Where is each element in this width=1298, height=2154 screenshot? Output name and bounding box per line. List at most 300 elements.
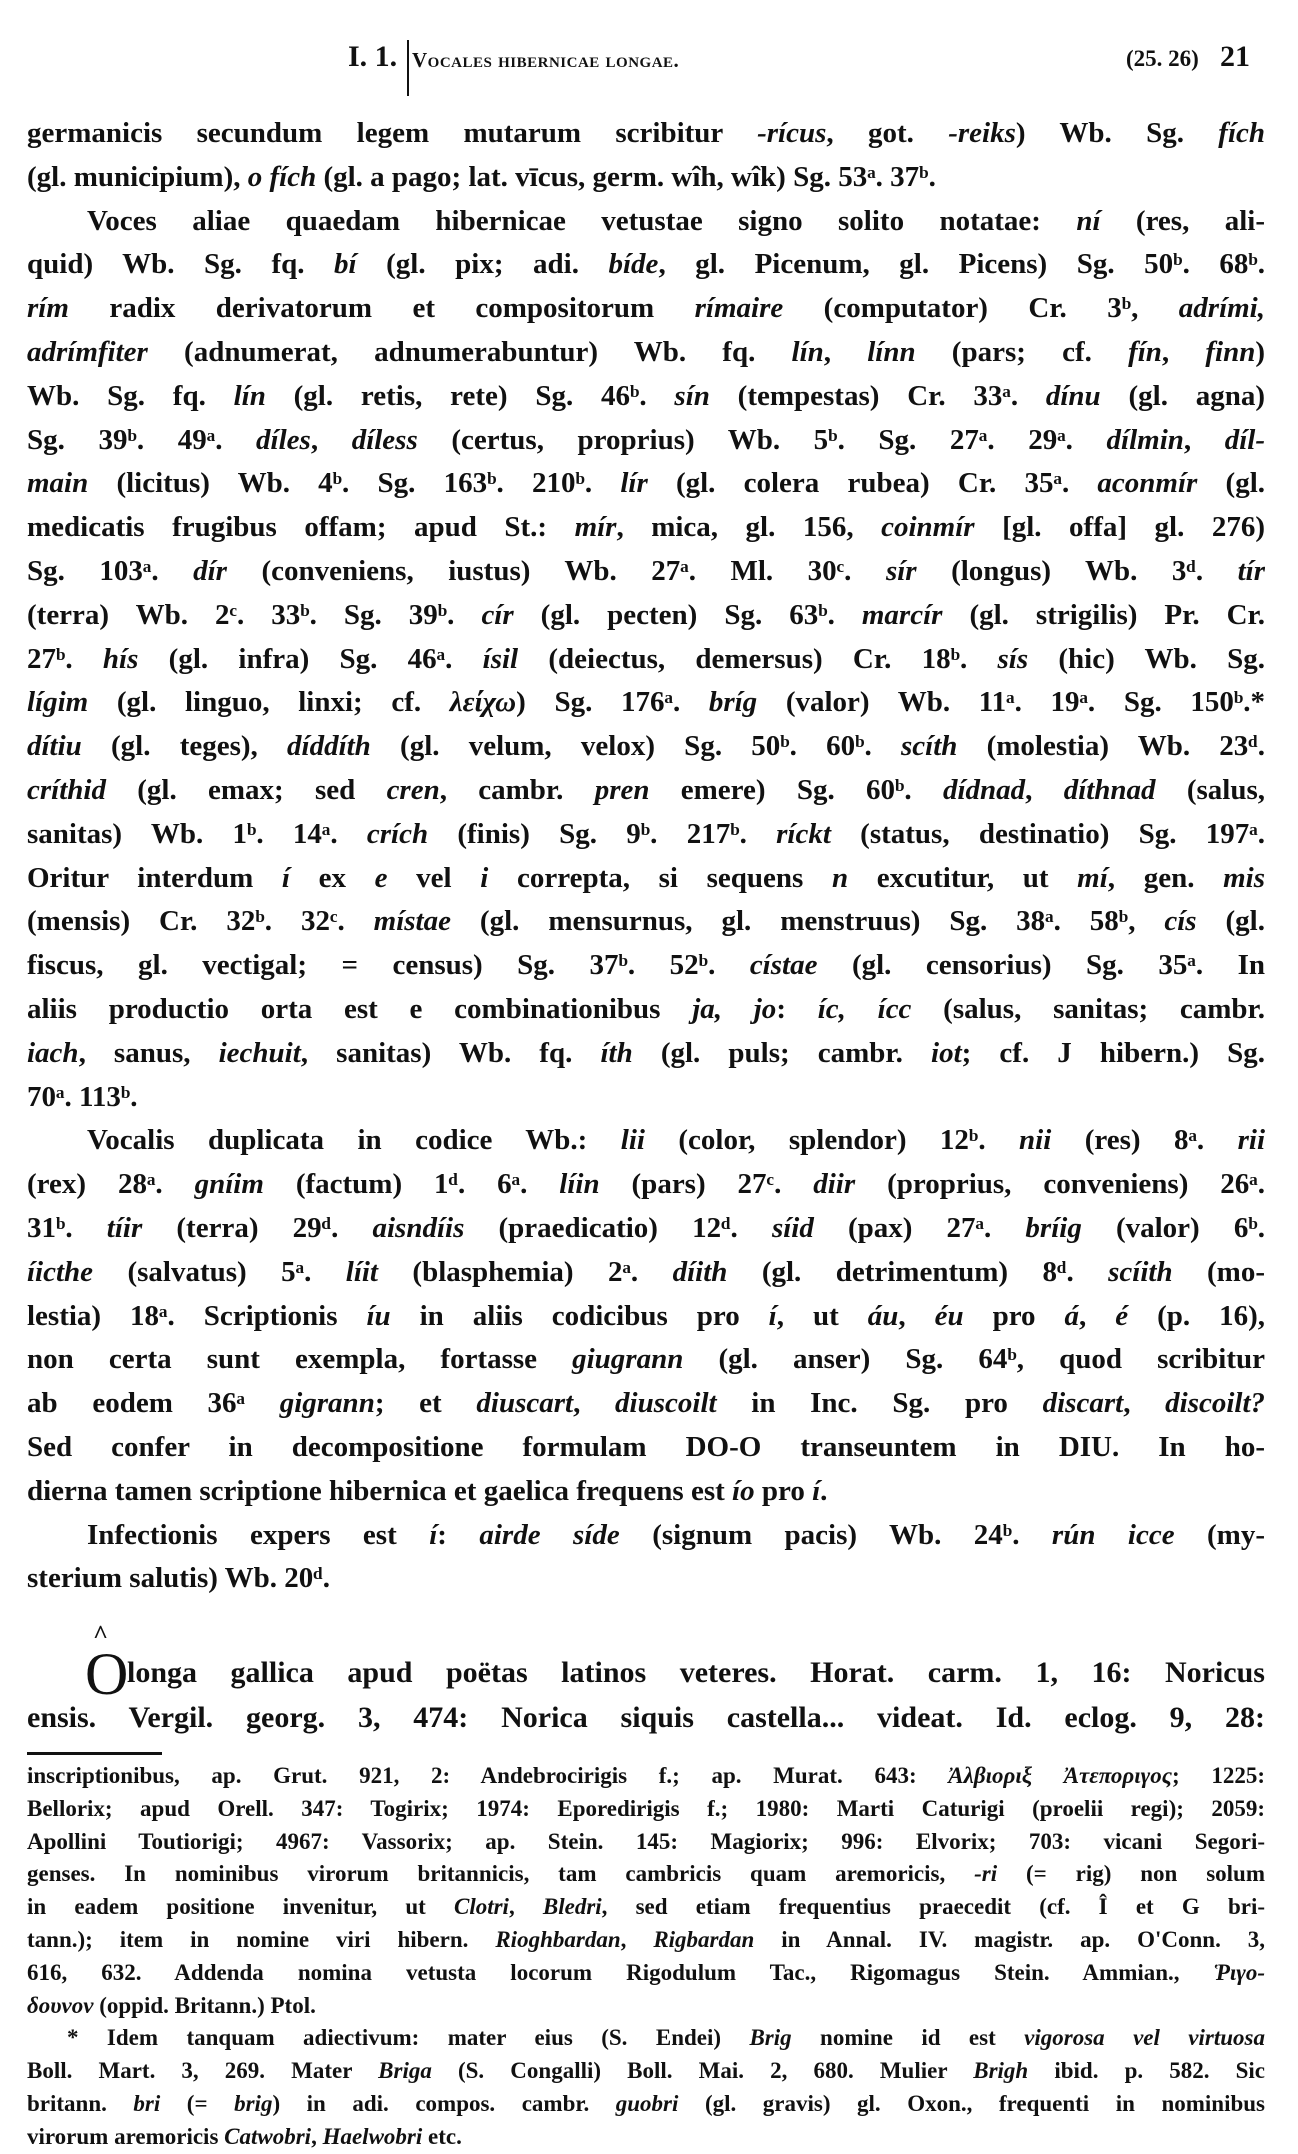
text-run: in aliis codicibus pro <box>390 1299 769 1332</box>
text-run: Voces aliae quaedam hibernicae vetustae signo solito notatae: <box>87 204 1077 237</box>
footnotes <box>27 1760 1265 2154</box>
text-line <box>27 1557 1265 1601</box>
italic-term: fích <box>1218 117 1265 149</box>
italic-term: adrímfiter <box>27 335 148 368</box>
scan-mark <box>407 40 409 96</box>
text-run: ) Wb. Sg. <box>1015 117 1219 149</box>
text-run: (signum pacis) Wb. 24ᵇ. <box>619 1518 1052 1551</box>
text-run: (deiectus, demersus) Cr. 18ᵇ. <box>518 642 998 675</box>
italic-term: -ri <box>974 1861 998 1887</box>
italic-term: í <box>429 1518 438 1551</box>
text-line <box>27 1990 1265 2023</box>
text-run: medicatis frugibus offam; apud St.: <box>27 511 575 544</box>
text-run: radix derivatorum et compositorum <box>68 292 695 325</box>
text-run: (gl. pecten) Sg. 63ᵇ. <box>513 598 862 631</box>
text-run: , <box>508 1894 543 1920</box>
text-run: ; et <box>374 1387 477 1420</box>
text-run: Vocalis duplicata in codice Wb.: <box>87 1124 621 1157</box>
italic-term: scíth <box>901 730 958 763</box>
italic-term: bríg <box>708 686 758 719</box>
text-line <box>27 944 1265 988</box>
text-run: , <box>310 423 352 456</box>
italic-term: lii <box>620 1124 645 1157</box>
text-run: (status, destinatio) Sg. 197ᵃ. <box>830 817 1265 850</box>
text-run: (gl. municipium), <box>27 160 248 193</box>
text-run: ; 1225: <box>1172 1763 1265 1788</box>
italic-term: áu <box>867 1299 899 1332</box>
text-run: [gl. offa] gl. 276) <box>974 511 1265 544</box>
italic-term: ío <box>732 1474 755 1507</box>
italic-term: iach <box>27 1036 79 1069</box>
italic-term: dínu <box>1045 379 1101 412</box>
text-run: , <box>573 1387 616 1420</box>
text-run: Infectionis expers est <box>87 1518 430 1551</box>
text-run: (my- <box>1174 1518 1265 1551</box>
o-section <box>27 1620 1265 1740</box>
text-line <box>27 331 1265 375</box>
text-line <box>27 1858 1265 1891</box>
text-line <box>27 419 1265 463</box>
text-run: , ut <box>776 1299 868 1332</box>
italic-term: gníim <box>194 1168 264 1201</box>
text-run: (tempestas) Cr. 33ᵃ. <box>709 379 1046 412</box>
text-run: , mica, gl. 156, <box>616 511 882 544</box>
text-run: (S. Congalli) Boll. Mai. 2, 680. Mulier <box>431 2058 974 2084</box>
text-run: ) <box>1255 335 1265 368</box>
text-line <box>27 243 1265 287</box>
italic-term: aconmír <box>1097 467 1198 500</box>
italic-term: λείχω <box>449 686 517 719</box>
text-run: (gl. retis, rete) Sg. 46ᵇ. <box>265 379 675 412</box>
text-run: (longus) Wb. 3ᵈ. <box>916 554 1238 587</box>
italic-term: místae <box>373 905 451 938</box>
italic-term: giugrann <box>572 1343 684 1376</box>
italic-term: aisndíis <box>372 1211 465 1244</box>
text-run: (res) 8ᵃ. <box>1051 1124 1238 1157</box>
text-line <box>27 1382 1265 1426</box>
italic-term: mír <box>574 511 617 544</box>
text-line <box>27 594 1265 638</box>
italic-term: pren <box>594 773 650 806</box>
italic-term: crích <box>366 817 429 850</box>
italic-term: guobri <box>615 2090 679 2116</box>
text-run: (gl. colera rubea) Cr. 35ᵃ. <box>647 467 1098 500</box>
text-run: (gl. agna) <box>1100 379 1265 412</box>
italic-term: Rigbardan <box>653 1926 755 1952</box>
header-section-numbers: (25. 26) <box>1126 46 1199 71</box>
text-run: (valor) 6ᵇ. <box>1081 1211 1265 1244</box>
text-run: in Inc. Sg. pro <box>716 1387 1043 1420</box>
text-run: (hic) Wb. Sg. <box>1028 642 1265 675</box>
text-run: vel <box>387 861 481 894</box>
text-run: , sanus, <box>78 1036 219 1069</box>
text-run: (terra) Wb. 2ᶜ. 33ᵇ. Sg. 39ᵇ. <box>27 598 482 631</box>
text-line <box>27 1957 1265 1990</box>
text-run: (praedicatio) 12ᵈ. <box>464 1211 772 1244</box>
text-run: Sed confer in decompositione formulam DO-O transeuntem in DIU. In ho- <box>27 1430 1265 1463</box>
italic-term: díl- <box>1224 423 1265 456</box>
text-line <box>27 1650 1265 1695</box>
text-run: Bellorix; apud Orell. 347: Togirix; 1974: Eporedirigis f.; 1980: Marti Caturigi (proelii regi); 2059: <box>27 1795 1265 1821</box>
header-section: I. 1. <box>348 40 398 73</box>
italic-term: rún icce <box>1051 1518 1175 1551</box>
text-line <box>27 1032 1265 1076</box>
italic-term: cren <box>386 773 440 806</box>
italic-term: sís <box>997 642 1029 675</box>
text-run: , sanitas) Wb. fq. <box>300 1036 601 1069</box>
text-line <box>27 200 1265 244</box>
main-text <box>27 112 1265 1601</box>
italic-term: Bledri <box>542 1894 602 1920</box>
text-run: tann.); item in nomine viri hibern. <box>27 1926 496 1952</box>
italic-term: bri <box>133 2090 161 2116</box>
italic-term: ja, jo <box>692 992 777 1025</box>
italic-term: íc, ícc <box>817 992 912 1025</box>
text-run: (p. 16), <box>1128 1299 1265 1332</box>
italic-term: -reiks <box>948 117 1016 149</box>
text-line <box>27 1426 1265 1470</box>
text-run: ; cf. J hibern.) Sg. <box>961 1036 1265 1069</box>
text-run: ) Sg. 176ᵃ. <box>516 686 709 719</box>
text-run: (gl. teges), <box>81 730 288 763</box>
text-line <box>27 156 1265 200</box>
text-run: (res, ali- <box>1100 204 1265 237</box>
text-run: (= rig) non solum <box>997 1861 1265 1887</box>
text-line <box>27 506 1265 550</box>
text-line <box>27 769 1265 813</box>
italic-term: i <box>480 861 489 894</box>
italic-term: críthid <box>27 773 106 806</box>
text-run: , <box>823 335 868 368</box>
italic-term: Catwobri <box>224 2123 312 2149</box>
italic-term: bíde <box>608 248 659 281</box>
italic-term: adrími, <box>1178 292 1265 325</box>
text-run: (gl. strigilis) Pr. Cr. <box>942 598 1265 631</box>
text-run: (conveniens, iustus) Wb. 27ᵃ. Ml. 30ᶜ. <box>226 554 886 587</box>
text-run: (gl. infra) Sg. 46ᵃ. <box>138 642 483 675</box>
italic-term: sír <box>885 554 917 587</box>
text-run: (salvatus) 5ᵃ. <box>93 1255 346 1288</box>
italic-term: í <box>281 861 290 894</box>
text-line <box>27 1760 1265 1793</box>
text-run: (gl. anser) Sg. 64ᵇ, quod scribitur <box>683 1343 1265 1376</box>
text-line <box>27 1251 1265 1295</box>
text-run: (salus, sanitas; cambr. <box>911 992 1265 1025</box>
italic-term: í <box>768 1299 777 1332</box>
italic-term: mis <box>1223 861 1265 894</box>
text-line <box>27 1338 1265 1382</box>
italic-term: cístae <box>749 949 818 982</box>
text-run: , <box>620 1926 654 1952</box>
italic-term: díith <box>672 1255 728 1288</box>
italic-term: íicthe <box>27 1255 94 1288</box>
text-line <box>27 1076 1265 1120</box>
text-line <box>27 2055 1265 2088</box>
text-run: (gl. velum, velox) Sg. 50ᵇ. 60ᵇ. <box>370 730 901 763</box>
text-run: , <box>311 2123 323 2149</box>
text-run: (color, splendor) 12ᵇ. <box>644 1124 1020 1157</box>
text-run: germanicis secundum legem mutarum scribitur <box>27 117 758 149</box>
text-run: (salus, <box>1155 773 1265 806</box>
text-run: quid) Wb. Sg. fq. <box>27 248 335 281</box>
text-run: ab eodem 36ᵃ <box>27 1387 280 1420</box>
text-line <box>27 1891 1265 1924</box>
text-line <box>27 1826 1265 1859</box>
text-run: dierna tamen scriptione hibernica et gaelica frequens est <box>27 1474 733 1507</box>
italic-term: éu <box>934 1299 964 1332</box>
italic-term: Briga <box>378 2058 432 2084</box>
text-run: Sg. 103ᵃ. <box>27 554 194 587</box>
text-run: , <box>1161 335 1206 368</box>
italic-term: á <box>1064 1299 1080 1332</box>
text-line <box>27 1119 1265 1163</box>
text-run: (finis) Sg. 9ᵇ. 217ᵇ. <box>428 817 777 850</box>
text-run: (terra) 29ᵈ. <box>142 1211 373 1244</box>
italic-term: rii <box>1237 1124 1265 1157</box>
text-run: (licitus) Wb. 4ᵇ. Sg. 163ᵇ. 210ᵇ. <box>88 467 621 500</box>
text-run: inscriptionibus, ap. Grut. 921, 2: Andebrocirigis f.; ap. Murat. 643: <box>27 1763 949 1788</box>
italic-term: ní <box>1076 204 1101 237</box>
italic-term: Haelwobri <box>322 2123 423 2149</box>
italic-term: scíith <box>1108 1255 1173 1288</box>
italic-term: diuscoilt <box>615 1387 717 1420</box>
text-run: , gl. Picenum, gl. Picens) Sg. 50ᵇ. 68ᵇ. <box>658 248 1265 281</box>
italic-term: dír <box>193 554 227 587</box>
page-number: 21 <box>1220 40 1250 73</box>
running-header <box>0 40 1298 80</box>
italic-term: Ῥιγο- <box>1213 1959 1265 1985</box>
text-line <box>27 550 1265 594</box>
text-line <box>27 1695 1265 1740</box>
text-run: genses. In nominibus virorum britannicis, tam cambricis quam aremoricis, <box>27 1861 975 1887</box>
text-run: (gl. <box>1197 467 1265 500</box>
text-run: sanitas) Wb. 1ᵇ. 14ᵃ. <box>27 817 367 850</box>
italic-term: fín <box>1128 335 1162 368</box>
text-run: ex <box>289 861 375 894</box>
italic-term: vigorosa vel virtuosa <box>1024 2025 1265 2051</box>
text-run: (mensis) Cr. 32ᵇ. 32ᶜ. <box>27 905 374 938</box>
text-run: : <box>776 992 818 1025</box>
text-run: (oppid. Britann.) Ptol. <box>93 1992 316 2018</box>
header-title: Vocales hibernicae longae. <box>412 48 680 72</box>
text-run: 27ᵇ. <box>27 642 103 675</box>
italic-term: rím <box>27 292 69 325</box>
italic-term: cír <box>481 598 514 631</box>
text-line <box>27 1163 1265 1207</box>
text-run: in Annal. IV. magistr. ap. O'Conn. 3, <box>754 1926 1265 1952</box>
text-run: Apollini Toutiorigi; 4967: Vassorix; ap. Stein. 145: Magiorix; 996: Elvorix; 703: vicani Segori- <box>27 1828 1265 1854</box>
text-run: , <box>1025 773 1064 806</box>
text-run: (gl. <box>1196 905 1265 938</box>
text-run: pro <box>963 1299 1065 1332</box>
text-run: Sg. 39ᵇ. 49ᵃ. <box>27 423 257 456</box>
italic-term: mí <box>1077 861 1108 894</box>
italic-term: discart <box>1042 1387 1124 1420</box>
text-line <box>27 638 1265 682</box>
text-run: emere) Sg. 60ᵇ. <box>649 773 943 806</box>
text-run: (pars; cf. <box>915 335 1129 368</box>
italic-term: nii <box>1019 1124 1052 1157</box>
italic-term: dílmin <box>1106 423 1184 456</box>
text-run: , cambr. <box>439 773 595 806</box>
text-line <box>27 112 1265 156</box>
italic-term: e <box>374 861 388 894</box>
italic-term: tír <box>1237 554 1265 587</box>
text-run: ) in adi. compos. cambr. <box>272 2090 616 2116</box>
drop-initial: O <box>85 1641 129 1707</box>
italic-term: o fích <box>247 160 317 193</box>
italic-term: diir <box>813 1168 856 1201</box>
text-run: , <box>1183 423 1225 456</box>
text-run: excutitur, ut <box>848 861 1078 894</box>
text-run: (gl. detrimentum) 8ᵈ. <box>727 1255 1109 1288</box>
text-run: (gl. a pago; lat. vīcus, germ. wîh, wîk) Sg. 53ᵃ. 37ᵇ. <box>316 160 936 193</box>
text-line <box>27 1207 1265 1251</box>
text-run: * Idem tanquam adiectivum: mater eius (S. Endei) <box>67 2025 750 2051</box>
italic-term: díles <box>256 423 311 456</box>
italic-term: díless <box>351 423 418 456</box>
text-run: (pars) 27ᶜ. <box>599 1168 814 1201</box>
italic-term: discoilt? <box>1165 1387 1265 1420</box>
text-run: (gl. mensurnus, gl. menstruus) Sg. 38ᵃ. 58ᵇ, <box>451 905 1165 938</box>
text-run: non certa sunt exempla, fortasse <box>27 1343 573 1376</box>
italic-term: cís <box>1164 905 1197 938</box>
text-run: . <box>820 1474 828 1507</box>
italic-term: tíir <box>106 1211 143 1244</box>
initial-accent: ^ <box>93 1620 109 1649</box>
footnote-rule <box>27 1752 162 1755</box>
text-run: lestia) 18ᵃ. Scriptionis <box>27 1299 367 1332</box>
italic-term: bríig <box>1025 1211 1082 1244</box>
text-run: (certus, proprius) Wb. 5ᵇ. Sg. 27ᵃ. 29ᵃ. <box>417 423 1107 456</box>
italic-term: hís <box>102 642 139 675</box>
italic-term: lín <box>233 379 266 412</box>
text-line <box>27 2022 1265 2055</box>
text-run: (computator) Cr. 3ᵇ, <box>783 292 1179 325</box>
text-run: (rex) 28ᵃ. <box>27 1168 195 1201</box>
text-line <box>27 1470 1265 1514</box>
italic-term: dítiu <box>27 730 82 763</box>
text-run: (gl. gravis) gl. Oxon., frequenti in nominibus <box>678 2090 1265 2116</box>
text-run: (adnumerat, adnumerabuntur) Wb. fq. <box>147 335 792 368</box>
text-line <box>27 725 1265 769</box>
italic-term: n <box>831 861 849 894</box>
italic-term: síid <box>771 1211 814 1244</box>
text-line <box>27 900 1265 944</box>
text-run: , got. <box>826 117 949 149</box>
italic-term: Brig <box>749 2025 792 2051</box>
text-line <box>27 2121 1265 2154</box>
text-run: ensis. Vergil. georg. 3, 474: Norica siquis castella... videat. Id. eclog. 9, 28: <box>27 1701 1265 1734</box>
italic-term: líit <box>345 1255 378 1288</box>
text-line <box>27 1924 1265 1957</box>
text-run: ibid. p. 582. Sic <box>1028 2058 1265 2084</box>
text-run: : <box>437 1518 480 1551</box>
text-run: (mo- <box>1172 1255 1265 1288</box>
text-line <box>27 2088 1265 2121</box>
text-line <box>27 1514 1265 1558</box>
italic-term: δουνον <box>27 1992 94 2018</box>
text-run: (gl. pix; adi. <box>356 248 609 281</box>
italic-term: lír <box>620 467 648 500</box>
text-run: (gl. linguo, linxi; cf. <box>88 686 450 719</box>
italic-term: í <box>812 1474 821 1507</box>
italic-term: finn <box>1205 335 1256 368</box>
italic-term: diuscart <box>476 1387 574 1420</box>
text-run: (factum) 1ᵈ. 6ᵃ. <box>263 1168 560 1201</box>
text-run: fiscus, gl. vectigal; = census) Sg. 37ᵇ. 52ᵇ. <box>27 949 750 982</box>
italic-term: íth <box>600 1036 633 1069</box>
text-run: , <box>898 1299 935 1332</box>
text-line <box>27 375 1265 419</box>
italic-term: rímaire <box>694 292 784 325</box>
italic-term: ísil <box>482 642 519 675</box>
italic-term: Clotri <box>453 1894 509 1920</box>
text-line <box>27 287 1265 331</box>
italic-term: main <box>27 467 89 500</box>
text-run: (blasphemia) 2ᵃ. <box>378 1255 673 1288</box>
text-run: (proprius, conveniens) 26ᵃ. <box>855 1168 1265 1201</box>
text-line <box>27 988 1265 1032</box>
text-run: (molestia) Wb. 23ᵈ. <box>957 730 1265 763</box>
text-line <box>27 1295 1265 1339</box>
text-line <box>27 1793 1265 1826</box>
italic-term: ríckt <box>776 817 831 850</box>
italic-term: marcír <box>861 598 943 631</box>
text-run: Wb. Sg. fq. <box>27 379 234 412</box>
text-run: , <box>1123 1387 1166 1420</box>
text-run: sterium salutis) Wb. 20ᵈ. <box>27 1562 330 1595</box>
text-run: , gen. <box>1107 861 1224 894</box>
text-run: pro <box>754 1474 813 1507</box>
italic-term: Rioghbardan <box>495 1926 621 1952</box>
text-run: aliis productio orta est e combinationibus <box>27 992 693 1025</box>
text-run: (gl. emax; sed <box>105 773 387 806</box>
italic-term: línn <box>867 335 916 368</box>
text-run: 70ᵃ. 113ᵇ. <box>27 1080 138 1113</box>
text-line <box>27 857 1265 901</box>
italic-term: é <box>1115 1299 1129 1332</box>
italic-term: airde síde <box>479 1518 620 1551</box>
italic-term: Brigh <box>973 2058 1029 2084</box>
italic-term: bí <box>334 248 357 281</box>
text-line <box>27 462 1265 506</box>
italic-term: Ἀλβιοριξ Ἀτεποριγος <box>948 1763 1172 1788</box>
italic-term: lígim <box>27 686 89 719</box>
text-run: 31ᵇ. <box>27 1211 107 1244</box>
italic-term: íu <box>366 1299 391 1332</box>
text-run: Boll. Mart. 3, 269. Mater <box>27 2058 379 2084</box>
text-line <box>27 681 1265 725</box>
text-run: Oritur interdum <box>27 861 282 894</box>
text-run: nomine id est <box>791 2025 1025 2051</box>
italic-term: gigrann <box>279 1387 375 1420</box>
text-run: etc. <box>422 2123 462 2149</box>
italic-term: sín <box>674 379 710 412</box>
italic-term: díthnad <box>1063 773 1156 806</box>
text-run: longa gallica apud poëtas latinos veteres. Horat. carm. 1, 16: Noricus <box>127 1656 1265 1689</box>
italic-term: brig <box>234 2090 273 2116</box>
text-run: in eadem positione invenitur, ut <box>27 1894 454 1920</box>
text-run: virorum aremoricis <box>27 2123 225 2149</box>
italic-term: -rícus <box>757 117 827 149</box>
text-run: (gl. censorius) Sg. 35ᵃ. In <box>817 949 1265 982</box>
text-run: correpta, si sequens <box>488 861 832 894</box>
text-run: (gl. puls; cambr. <box>632 1036 932 1069</box>
text-run: (valor) Wb. 11ᵃ. 19ᵃ. Sg. 150ᵇ.* <box>757 686 1265 719</box>
italic-term: iechuit <box>218 1036 301 1069</box>
text-run: , <box>1079 1299 1116 1332</box>
